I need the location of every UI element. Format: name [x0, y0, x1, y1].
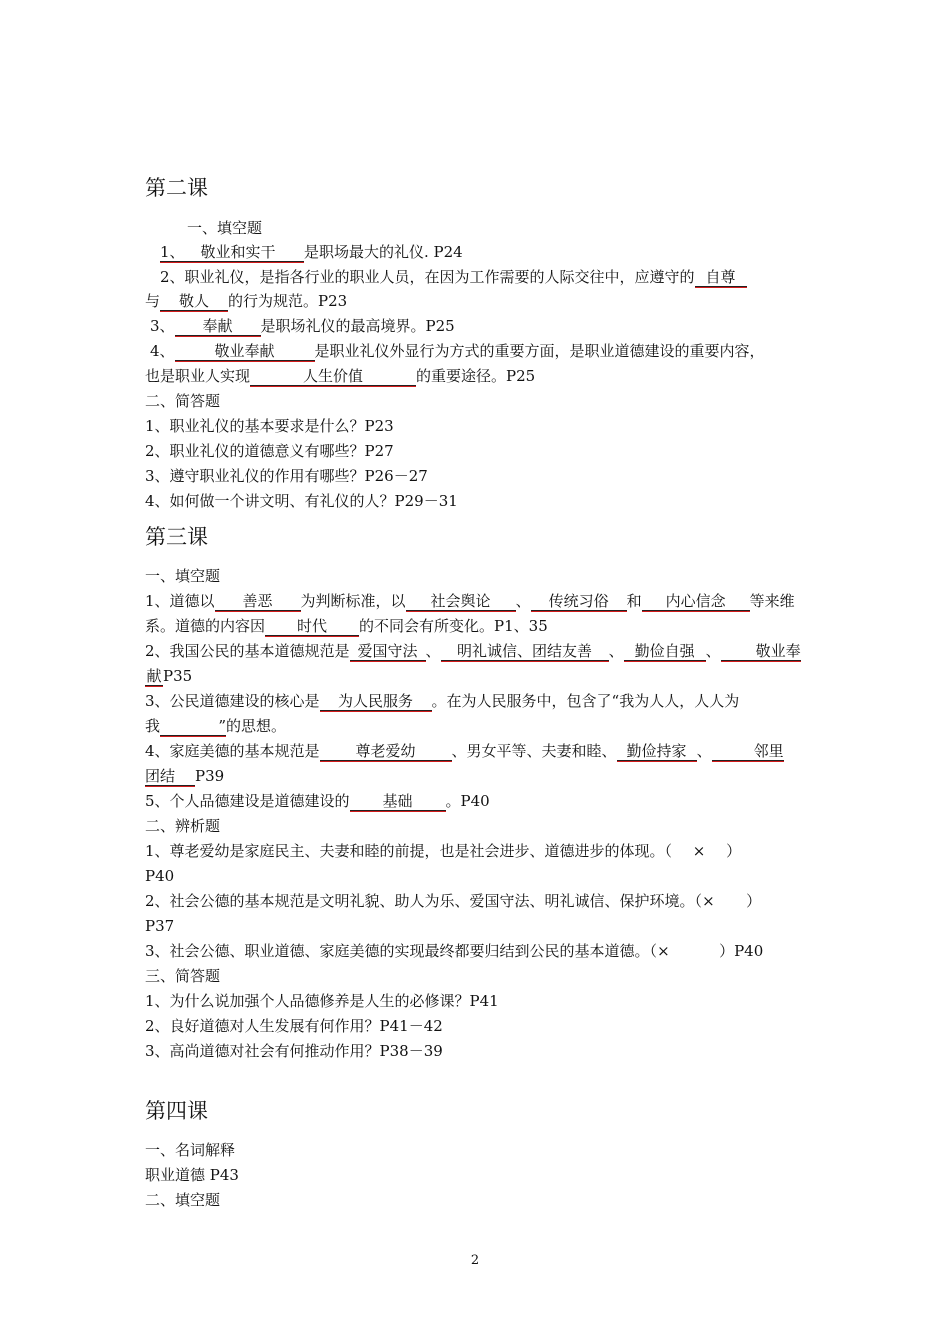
- blank: 1、 敬业和实干: [160, 243, 304, 262]
- blank: 团结: [145, 767, 195, 786]
- blank: 自尊: [695, 268, 747, 287]
- lesson3-q1-line2: 系。道德的内容因 时代 的不同会有所变化。P1、35: [145, 617, 548, 635]
- lesson3-judge-3: 3、社会公德、职业道德、家庭美德的实现最终都要归结到公民的基本道德。（× ）P40: [145, 942, 764, 960]
- lesson3-q2-line2: 献 P35: [146, 667, 193, 685]
- lesson2-q4-line2: 也是职业人实现 人生价值 的重要途径。P25: [145, 367, 536, 385]
- lesson3-short-1: 1、为什么说加强个人品德修养是人生的必修课？P41: [145, 992, 499, 1010]
- lesson3-fill-heading: 一、填空题: [145, 567, 221, 585]
- lesson2-short-heading: 二、简答题: [145, 392, 221, 410]
- lesson2-q4-line1: 4、 敬业奉献 是职业礼仪外显行为方式的重要方面，是职业道德建设的重要内容，: [150, 342, 765, 360]
- lesson3-judge-heading: 二、辨析题: [145, 817, 221, 835]
- blank: 善恶: [215, 592, 301, 611]
- blank: 敬人: [160, 292, 228, 311]
- lesson3-short-heading: 三、简答题: [145, 967, 221, 985]
- lesson3-title: 第三课: [145, 525, 208, 549]
- lesson3-judge-2-ref: P37: [145, 917, 175, 935]
- lesson2-title: 第二课: [145, 176, 208, 200]
- blank: 爱国守法: [350, 642, 426, 661]
- lesson3-q1-line1: 1、道德以 善恶 为判断标准，以 社会舆论 、 传统习俗 和 内心信念 等来维: [145, 592, 795, 610]
- blank: 人生价值: [250, 367, 416, 386]
- lesson3-short-2: 2、良好道德对人生发展有何作用？P41－42: [145, 1017, 443, 1035]
- page-number: 2: [470, 1253, 480, 1268]
- lesson3-q2-line1: 2、我国公民的基本道德规范是 爱国守法 、 明礼诚信、团结友善 、 勤俭自强 、 敬业奉: [145, 642, 801, 660]
- lesson2-short-4: 4、如何做一个讲文明、有礼仪的人？P29－31: [145, 492, 458, 510]
- lesson3-q3-line1: 3、公民道德建设的核心是 为人民服务 。在为人民服务中，包含了“我为人人，人人为: [145, 692, 740, 710]
- lesson2-short-1: 1、职业礼仪的基本要求是什么？P23: [145, 417, 394, 435]
- lesson4-term-1: 职业道德 P43: [145, 1166, 239, 1184]
- lesson4-term-heading: 一、名词解释: [145, 1141, 236, 1159]
- blank: 敬业奉: [721, 642, 801, 661]
- lesson4-title: 第四课: [145, 1099, 208, 1123]
- lesson2-q2-line2: 与 敬人 的行为规范。P23: [145, 292, 348, 310]
- lesson2-q2-line1: 2、职业礼仪，是指各行业的职业人员，在因为工作需要的人际交往中，应遵守的 自尊: [160, 265, 810, 289]
- blank: 为人民服务: [320, 692, 432, 711]
- lesson2-fill-heading: 一、填空题: [187, 219, 263, 237]
- blank: 社会舆论: [406, 592, 516, 611]
- blank: 传统习俗: [531, 592, 627, 611]
- blank: 勤俭自强: [624, 642, 706, 661]
- lesson3-q4-line1: 4、家庭美德的基本规范是 尊老爱幼 、男女平等、夫妻和睦、 勤俭持家 、 邻里: [145, 742, 784, 760]
- lesson3-q4-line2: 团结 P39: [145, 767, 225, 785]
- blank: 敬业奉献: [175, 342, 315, 361]
- blank: 勤俭持家: [617, 742, 697, 761]
- blank: 奉献: [175, 317, 261, 336]
- lesson3-judge-1: 1、尊老爱幼是家庭民主、夫妻和睦的前提，也是社会进步、道德进步的体现。（ × ）: [145, 842, 742, 860]
- lesson2-short-2: 2、职业礼仪的道德意义有哪些？P27: [145, 442, 394, 460]
- blank: 时代: [265, 617, 359, 636]
- lesson2-q3: 3、 奉献 是职场礼仪的最高境界。P25: [150, 317, 455, 335]
- blank: 基础: [350, 792, 446, 811]
- blank: 邻里: [712, 742, 784, 761]
- blank: 内心信念: [642, 592, 750, 611]
- lesson4-fill-heading: 二、填空题: [145, 1191, 221, 1209]
- lesson2-q1: 1、 敬业和实干 是职场最大的礼仪. P24: [160, 243, 463, 261]
- lesson3-judge-2: 2、社会公德的基本规范是文明礼貌、助人为乐、爱国守法、明礼诚信、保护环境。（× ）: [145, 892, 762, 910]
- blank: 尊老爱幼: [320, 742, 452, 761]
- blank: ”: [160, 717, 226, 736]
- blank: 献: [146, 667, 162, 685]
- lesson3-judge-1-ref: P40: [145, 867, 175, 885]
- blank: 明礼诚信、团结友善: [441, 642, 609, 661]
- lesson3-q5: 5、个人品德建设是道德建设的 基础 。P40: [145, 792, 490, 810]
- lesson3-q3-line2: 我 ”的思想。: [145, 717, 287, 735]
- lesson3-short-3: 3、高尚道德对社会有何推动作用？P38－39: [145, 1042, 443, 1060]
- lesson2-short-3: 3、遵守职业礼仪的作用有哪些？P26－27: [145, 467, 428, 485]
